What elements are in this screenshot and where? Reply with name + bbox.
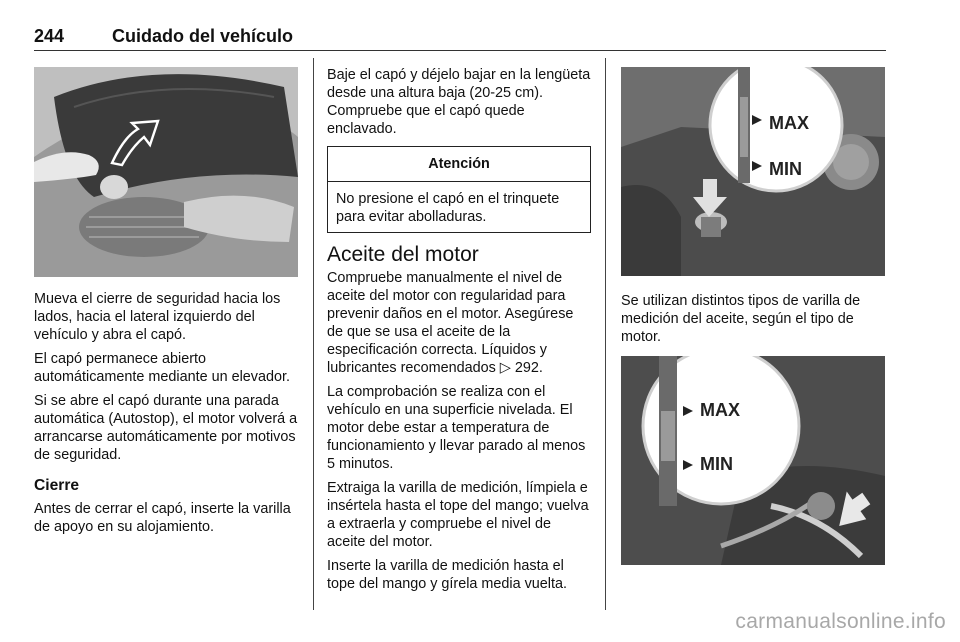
section-title: Cuidado del vehículo	[112, 26, 294, 46]
paragraph: Inserte la varilla de medición hasta el tope del mango y gírela media vuelta.	[327, 558, 567, 592]
column-divider-left	[313, 58, 314, 610]
right-column-caption	[621, 292, 887, 352]
paragraph: Extraiga la varilla de medición, límpiela e insértela hasta el tope del mango; vuelva a extraerla y compruebe el nivel de aceite del motor.	[327, 480, 589, 550]
header-rule	[34, 50, 886, 51]
left-column	[34, 290, 300, 542]
heading-aceite-del-motor: Aceite del motor	[327, 243, 479, 266]
paragraph: Si se abre el capó durante una parada automática (Autostop), el motor volverá a arrancarse automáticamente por motivos de seguridad.	[34, 393, 298, 463]
subheading-cierre: Cierre	[34, 477, 80, 494]
middle-column	[327, 66, 591, 599]
paragraph: La comprobación se realiza con el vehículo en una superficie nivelada. El motor debe estar a temperatura de funcionamiento y llevar parado al menos 5 minutos.	[327, 384, 586, 472]
min-label: MIN	[769, 159, 802, 179]
watermark: carmanualsonline.info	[735, 610, 946, 633]
paragraph: Compruebe manualmente el nivel de aceite del motor con regularidad para prevenir daños en el motor. Asegúrese de que se usa el aceite de la especificación correcta. Líquidos y lubricantes recomendados ▷ 292.	[327, 270, 574, 376]
page-number: 244	[34, 26, 65, 46]
max-label: MAX	[700, 400, 740, 420]
dipstick-photo-2	[621, 356, 885, 565]
max-label: MAX	[769, 113, 809, 133]
notice-title: Atención	[328, 147, 590, 182]
notice-box	[327, 146, 591, 233]
paragraph: Mueva el cierre de seguridad hacia los lados, hacia el lateral izquierdo del vehículo y abra el capó.	[34, 291, 281, 343]
hood-photo	[34, 67, 298, 277]
min-label: MIN	[700, 454, 733, 474]
paragraph: El capó permanece abierto automáticamente mediante un elevador.	[34, 351, 290, 385]
column-divider-right	[605, 58, 606, 610]
paragraph: Antes de cerrar el capó, inserte la varilla de apoyo en su alojamiento.	[34, 501, 291, 535]
notice-body: No presione el capó en el trinquete para evitar abolladuras.	[336, 191, 560, 225]
caption: Se utilizan distintos tipos de varilla de medición del aceite, según el tipo de motor.	[621, 293, 861, 345]
paragraph: Baje el capó y déjelo bajar en la lengüeta desde una altura baja (20-25 cm). Compruebe que el capó quede enclavado.	[327, 67, 591, 137]
dipstick-photo-1	[621, 67, 885, 276]
page-header	[34, 26, 886, 50]
